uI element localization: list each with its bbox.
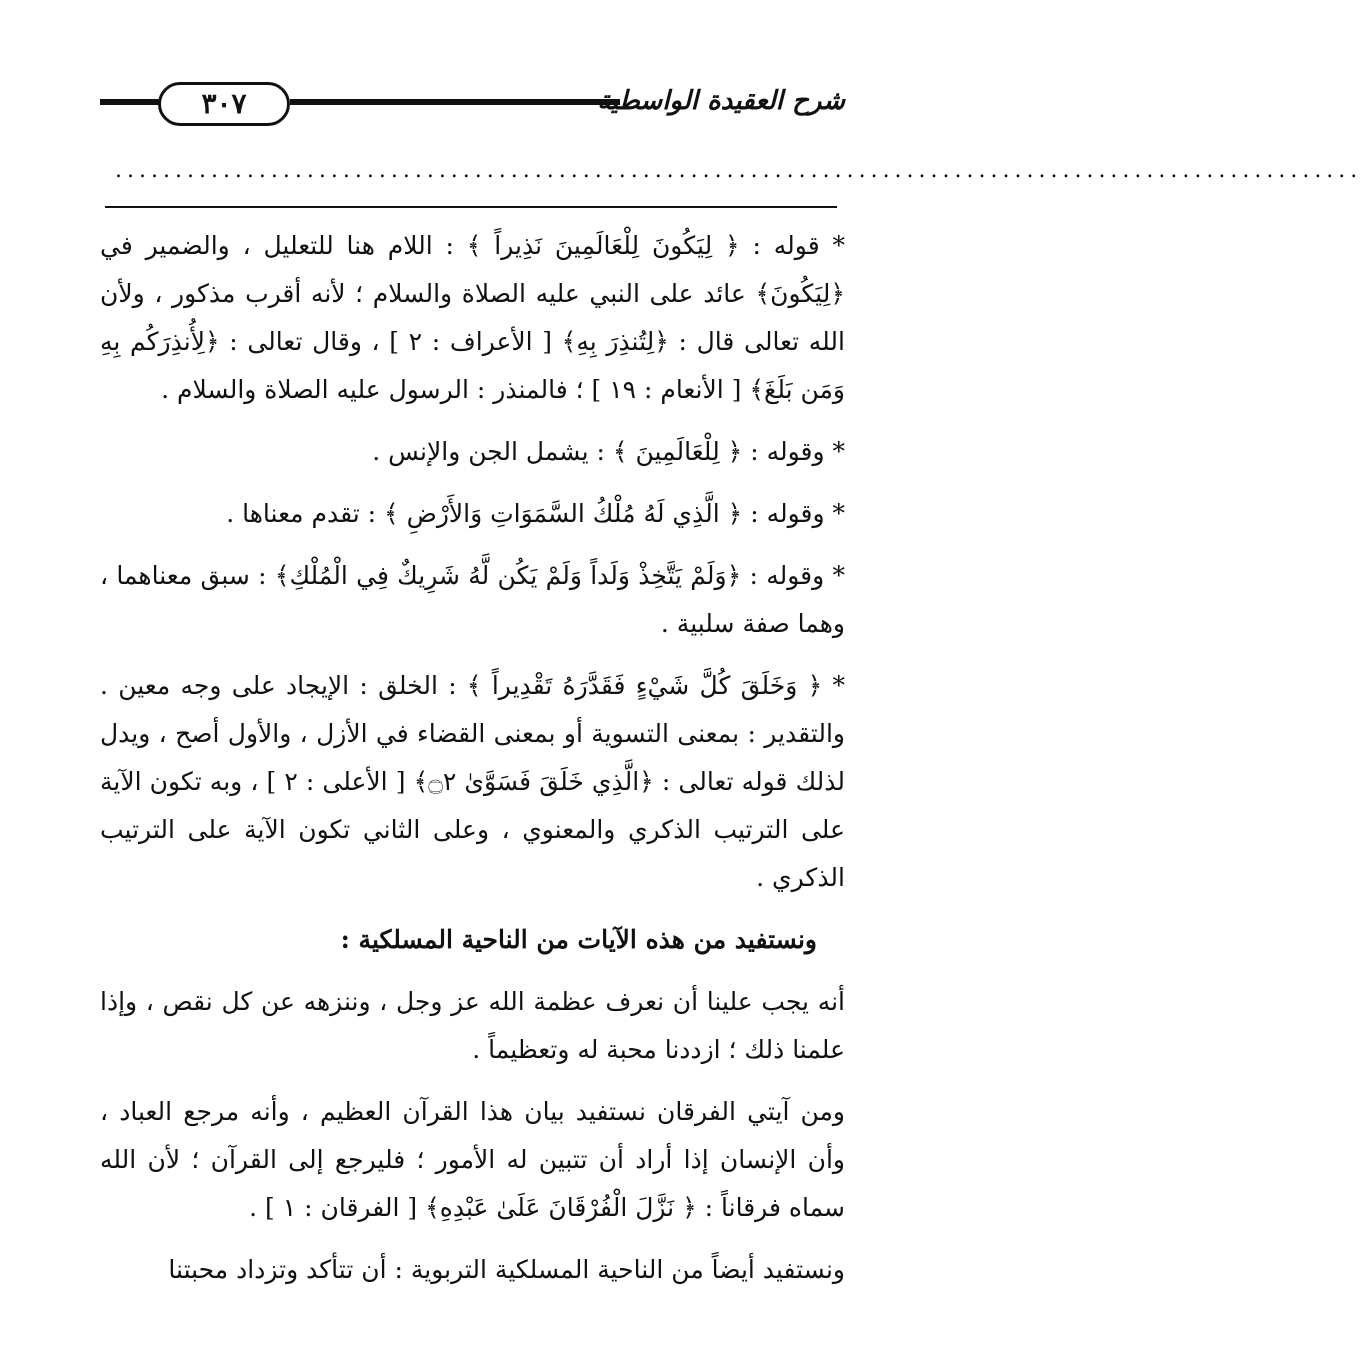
- page-number: ٣٠٧: [158, 82, 290, 126]
- page-body: [100, 222, 845, 1308]
- paragraph-tarbawiya: ونستفيد أيضاً من الناحية المسلكية التربوية : أن تتأكد وتزداد محبتنا: [168, 1255, 845, 1284]
- header-rule-middle: [290, 99, 620, 105]
- header-rule-left: [100, 99, 160, 105]
- paragraph-lilalamin: * وقوله : ﴿ لِلْعَالَمِينَ ﴾ : يشمل الجن والإنس .: [372, 437, 845, 466]
- paragraph-liyakuna: * قوله : ﴿ لِيَكُونَ لِلْعَالَمِينَ نَذِيراً ﴾ : اللام هنا للتعليل ، والضمير في ﴿لِيَكُونَ﴾ عائد على النبي عليه الصلاة والسلام ؛ لأنه أقرب مذكور ، ولأن الله تعالى قال : ﴿لِتُنذِرَ بِهِ﴾ [ الأعراف : ٢ ] ، وقال تعالى : ﴿لِأُنذِرَكُم بِهِ وَمَن بَلَغَ﴾ [ الأنعام : ١٩ ] ؛ فالمنذر : الرسول عليه الصلاة والسلام .: [100, 231, 845, 404]
- dotted-separator: ........................................................................................................: [115, 158, 1362, 183]
- paragraph-khalaqa-qaddara: * ﴿ وَخَلَقَ كُلَّ شَيْءٍ فَقَدَّرَهُ تَقْدِيراً ﴾ : الخلق : الإيجاد على وجه معين . والتقدير : بمعنى التسوية أو بمعنى القضاء في الأزل ، والأول أصح ، ويدل لذلك قوله تعالى : ﴿الَّذِي خَلَقَ فَسَوَّىٰ ۝٢﴾ [ الأعلى : ٢ ] ، وبه تكون الآية على الترتيب الذكري والمعنوي ، وعلى الثاني تكون الآية على الترتيب الذكري .: [100, 671, 845, 892]
- paragraph-azamat-allah: أنه يجب علينا أن نعرف عظمة الله عز وجل ، وننزهه عن كل نقص ، وإذا علمنا ذلك ؛ ازددنا محبة له وتعظيماً .: [100, 987, 845, 1064]
- paragraph-mulk-samawat: * وقوله : ﴿ الَّذِي لَهُ مُلْكُ السَّمَوَاتِ وَالأَرْضِ ﴾ : تقدم معناها .: [226, 499, 845, 528]
- page-header: [100, 78, 845, 128]
- separator-rule: [105, 206, 837, 208]
- paragraph-walad-sharik: * وقوله : ﴿وَلَمْ يَتَّخِذْ وَلَداً وَلَمْ يَكُن لَّهُ شَرِيكٌ فِي الْمُلْكِ﴾ : سبق معناهما ، وهما صفة سلبية .: [100, 561, 845, 638]
- section-heading: ونستفيد من هذه الآيات من الناحية المسلكية :: [340, 925, 817, 954]
- book-title: شرح العقيدة الواسطية: [597, 86, 845, 116]
- paragraph-furqan: ومن آيتي الفرقان نستفيد بيان هذا القرآن العظيم ، وأنه مرجع العباد ، وأن الإنسان إذا أراد أن تتبين له الأمور ؛ فليرجع إلى القرآن ؛ لأن الله سماه فرقاناً : ﴿ نَزَّلَ الْفُرْقَانَ عَلَىٰ عَبْدِهِ﴾ [ الفرقان : ١ ] .: [100, 1097, 845, 1222]
